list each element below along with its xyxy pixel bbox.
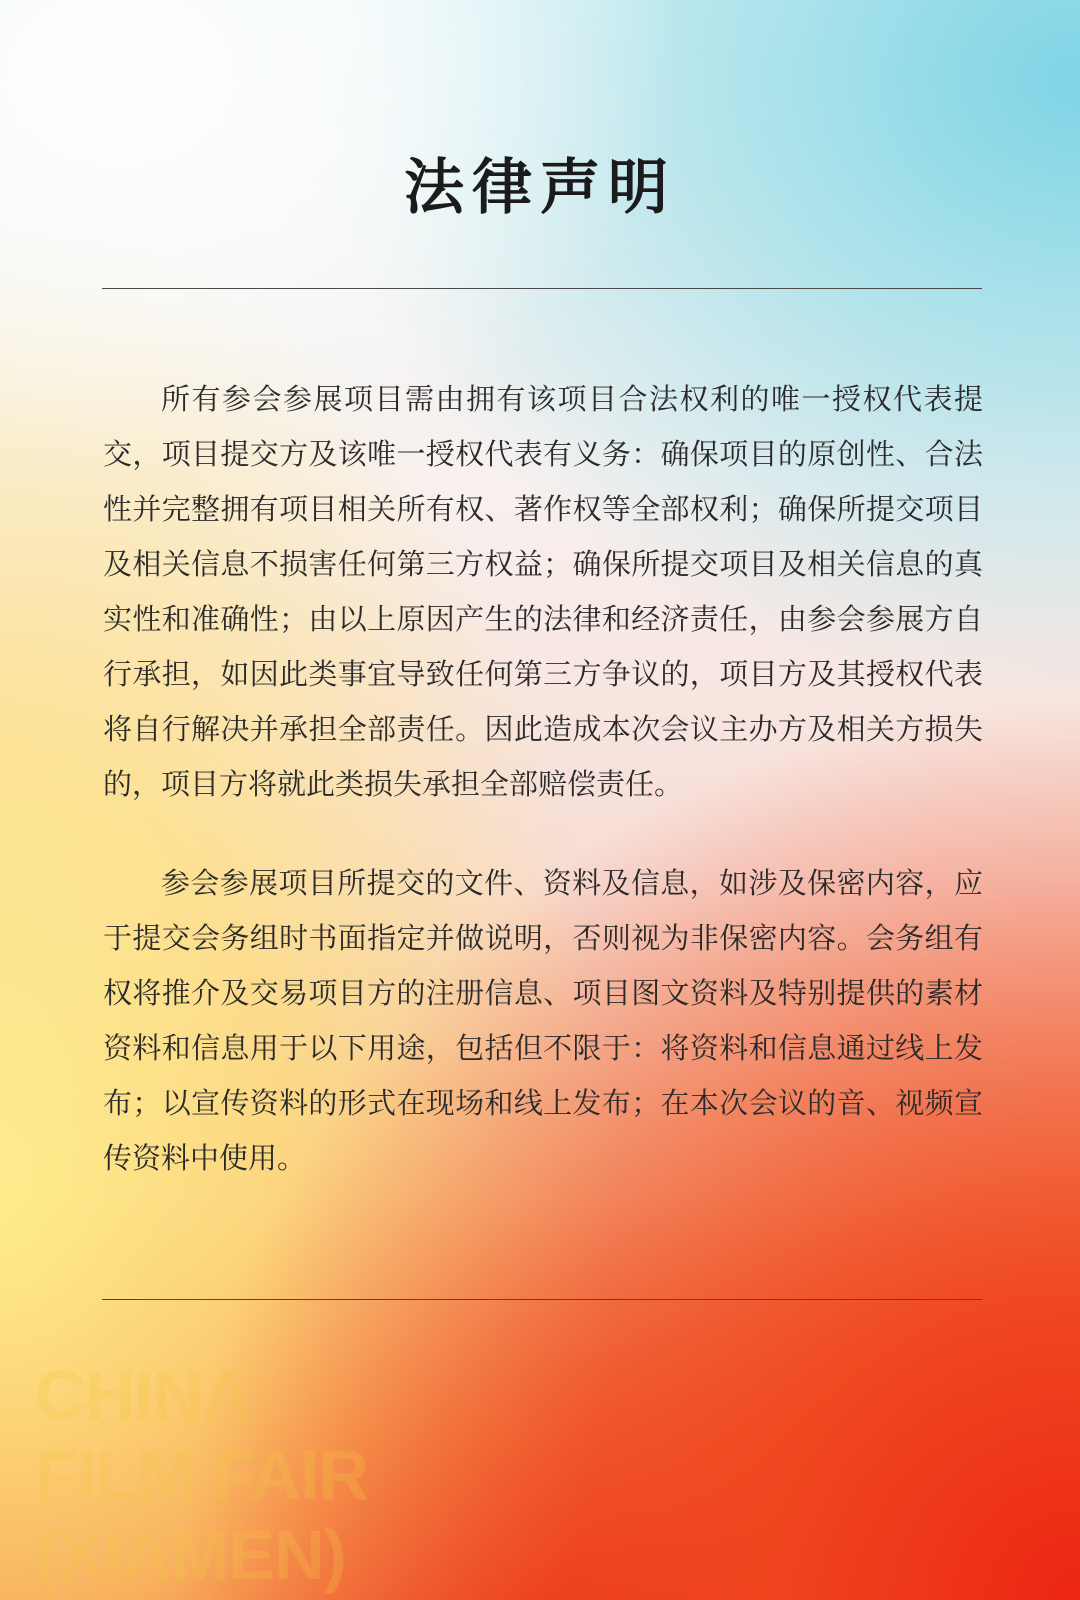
watermark-line-1: CHINA bbox=[35, 1356, 252, 1434]
top-divider bbox=[102, 288, 982, 289]
legal-text bbox=[103, 372, 983, 1186]
watermark-line-3: (XIAMEN) bbox=[35, 1516, 346, 1594]
page-title: 法律声明 bbox=[404, 153, 676, 223]
watermark-logo-text bbox=[35, 1355, 368, 1595]
watermark-line-2: FILM FAIR bbox=[35, 1436, 369, 1514]
paragraph-rights-and-responsibilities: 所有参会参展项目需由拥有该项目合法权利的唯一授权代表提交，项目提交方及该唯一授权代表有义务：确保项目的原创性、合法性并完整拥有项目相关所有权、著作权等全部权利；确保所提交项目及相关信息不损害任何第三方权益；确保所提交项目及相关信息的真实性和准确性；由以上原因产生的法律和经济责任，由参会参展方自行承担，如因此类事宜导致任何第三方争议的，项目方及其授权代表将自行解决并承担全部责任。因此造成本次会议主办方及相关方损失的，项目方将就此类损失承担全部赔偿责任。 bbox=[103, 382, 983, 801]
paragraph-confidentiality-and-usage: 参会参展项目所提交的文件、资料及信息，如涉及保密内容，应于提交会务组时书面指定并做说明，否则视为非保密内容。会务组有权将推介及交易项目方的注册信息、项目图文资料及特别提供的素材资料和信息用于以下用途，包括但不限于：将资料和信息通过线上发布；以宣传资料的形式在现场和线上发布；在本次会议的音、视频宣传资料中使用。 bbox=[103, 866, 983, 1175]
bottom-divider bbox=[102, 1299, 982, 1300]
